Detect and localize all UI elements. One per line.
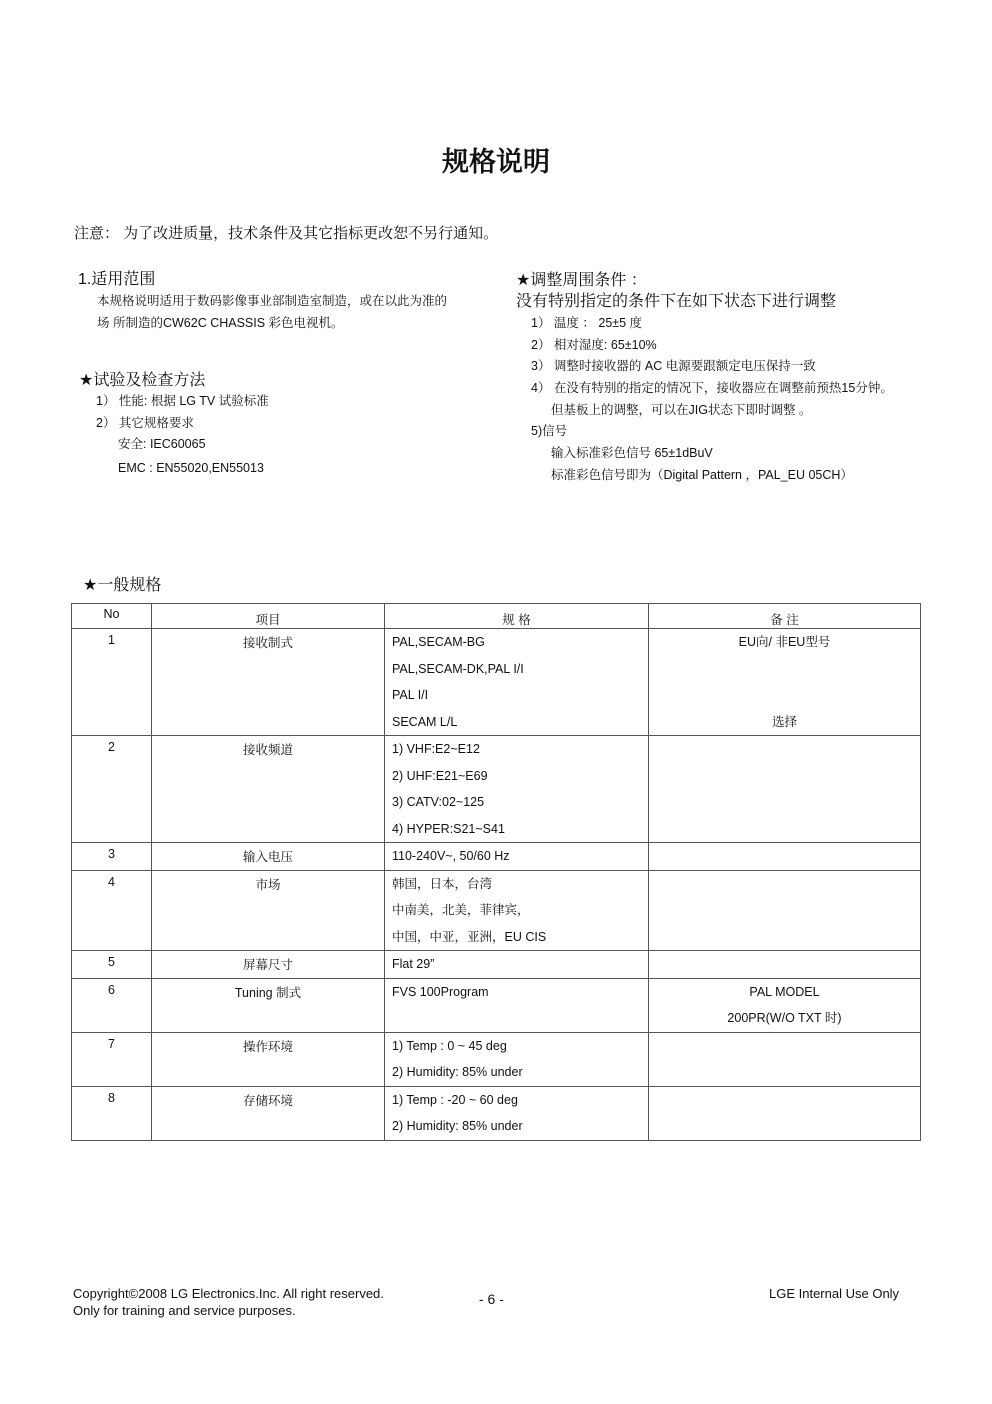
scope-line: 场 所制造的CW62C CHASSIS 彩色电视机。 bbox=[97, 316, 344, 330]
spec-line: 1) Temp : -20 ~ 60 deg bbox=[392, 1092, 518, 1107]
table-row bbox=[72, 978, 921, 1032]
header-note: 备 注 bbox=[649, 604, 921, 629]
test-line: 2） 其它规格要求 bbox=[96, 416, 194, 430]
row-spec bbox=[385, 843, 649, 871]
adjust-line: 3） 调整时接收器的 AC 电源要跟额定电压保持一致 bbox=[531, 359, 816, 373]
row-note bbox=[649, 870, 921, 951]
footer-internal: LGE Internal Use Only bbox=[769, 1286, 900, 1301]
row-note bbox=[649, 736, 921, 843]
table-row bbox=[72, 1086, 921, 1140]
spec-line: PAL,SECAM-DK,PAL I/I bbox=[392, 661, 524, 676]
page-number: - 6 - bbox=[479, 1291, 504, 1307]
note-line: 选择 bbox=[771, 714, 797, 729]
note-line: 200PR(W/O TXT 时) bbox=[727, 1011, 842, 1025]
test-line: 1） 性能: 根据 LG TV 试验标准 bbox=[96, 394, 269, 408]
row-no: 4 bbox=[72, 870, 152, 951]
row-spec bbox=[385, 1086, 649, 1140]
row-item: Tuning 制式 bbox=[152, 978, 385, 1032]
footer-copyright: Copyright©2008 LG Electronics.Inc. All right reserved. bbox=[73, 1286, 384, 1301]
test-line: 安全: IEC60065 bbox=[118, 437, 206, 451]
spec-line: 110-240V~, 50/60 Hz bbox=[392, 849, 510, 863]
adjust-line: 1） 温度 ： 25±5 度 bbox=[531, 316, 643, 330]
header-item: 项目 bbox=[152, 604, 385, 629]
row-item: 存储环境 bbox=[152, 1086, 385, 1140]
footer-training: Only for training and service purposes. bbox=[73, 1303, 296, 1318]
spec-table-body bbox=[72, 629, 921, 1141]
test-heading: ★试验及检查方法 bbox=[79, 372, 206, 389]
spec-line: 2) UHF:E21~E69 bbox=[392, 768, 488, 783]
adjust-line: 输入标准彩色信号 65±1dBuV bbox=[551, 446, 713, 460]
spec-line: 中国，中亚，亚洲，EU CIS bbox=[392, 929, 547, 944]
row-no: 6 bbox=[72, 978, 152, 1032]
adjust-line: 2） 相对湿度: 65±10% bbox=[531, 338, 657, 352]
spec-line: PAL,SECAM-BG bbox=[392, 635, 485, 649]
spec-line: 1) Temp : 0 ~ 45 deg bbox=[392, 1038, 507, 1053]
adjust-subheading: 没有特别指定的条件下在如下状态下进行调整 bbox=[516, 293, 837, 310]
note-line bbox=[649, 682, 920, 709]
spec-line: 中南美，北美，菲律宾， bbox=[392, 903, 530, 917]
spec-line: PAL I/I bbox=[392, 688, 429, 702]
header-no: No bbox=[72, 604, 152, 629]
spec-line: Flat 29” bbox=[392, 957, 435, 971]
table-row bbox=[72, 629, 921, 736]
row-spec bbox=[385, 978, 649, 1032]
row-spec bbox=[385, 951, 649, 979]
row-no: 1 bbox=[72, 629, 152, 736]
row-note bbox=[649, 978, 921, 1032]
spec-line: 4) HYPER:S21~S41 bbox=[392, 821, 505, 836]
header-spec: 规 格 bbox=[385, 604, 649, 629]
table-row bbox=[72, 870, 921, 951]
adjust-line: 标准彩色信号即为（Digital Pattern ，PAL_EU 05CH） bbox=[551, 468, 853, 482]
row-no: 3 bbox=[72, 843, 152, 871]
row-item: 输入电压 bbox=[152, 843, 385, 871]
row-item: 市场 bbox=[152, 870, 385, 951]
spec-line: FVS 100Program bbox=[392, 984, 489, 999]
row-spec bbox=[385, 629, 649, 736]
spec-line: 2) Humidity: 85% under bbox=[392, 1065, 523, 1079]
spec-line: SECAM L/L bbox=[392, 714, 458, 729]
note-line: PAL MODEL bbox=[749, 984, 820, 999]
row-no: 5 bbox=[72, 951, 152, 979]
table-row bbox=[72, 843, 921, 871]
adjust-line: 5)信号 bbox=[531, 424, 568, 438]
spec-line: 3) CATV:02~125 bbox=[392, 795, 485, 809]
test-line: EMC : EN55020,EN55013 bbox=[118, 461, 264, 475]
scope-line: 本规格说明适用于数码影像事业部制造室制造，或在以此为准的 bbox=[97, 294, 448, 308]
row-note bbox=[649, 1032, 921, 1086]
row-item: 接收频道 bbox=[152, 736, 385, 843]
table-row bbox=[72, 736, 921, 843]
spec-table bbox=[71, 603, 921, 1141]
row-note bbox=[649, 951, 921, 979]
table-row bbox=[72, 951, 921, 979]
note-line: EU向/ 非EU型号 bbox=[738, 635, 831, 649]
row-item: 接收制式 bbox=[152, 629, 385, 736]
row-spec bbox=[385, 1032, 649, 1086]
row-note bbox=[649, 843, 921, 871]
adjust-line: 4） 在没有特别的指定的情况下，接收器应在调整前预热15分钟。 bbox=[531, 381, 893, 395]
row-item: 屏幕尺寸 bbox=[152, 951, 385, 979]
spec-line: 2) Humidity: 85% under bbox=[392, 1119, 523, 1133]
spec-line: 韩国，日本，台湾 bbox=[392, 876, 493, 891]
row-note bbox=[649, 1086, 921, 1140]
scope-heading: 1.适用范围 bbox=[78, 271, 156, 288]
row-no: 8 bbox=[72, 1086, 152, 1140]
table-row bbox=[72, 1032, 921, 1086]
general-heading: ★一般规格 bbox=[83, 577, 162, 594]
notice-text: 注意： 为了改进质量，技术条件及其它指标更改恕不另行通知。 bbox=[74, 225, 499, 242]
adjust-line: 但基板上的调整，可以在JIG状态下即时调整 。 bbox=[551, 403, 812, 417]
spec-line: 1) VHF:E2~E12 bbox=[392, 742, 480, 756]
row-spec bbox=[385, 736, 649, 843]
note-line bbox=[649, 656, 920, 683]
page-title: 规格说明 bbox=[442, 147, 550, 177]
table-header-row bbox=[72, 604, 921, 629]
row-spec bbox=[385, 870, 649, 951]
adjust-heading: ★调整周围条件 ： bbox=[516, 272, 647, 289]
row-no: 2 bbox=[72, 736, 152, 843]
row-item: 操作环境 bbox=[152, 1032, 385, 1086]
row-no: 7 bbox=[72, 1032, 152, 1086]
row-note bbox=[649, 629, 921, 736]
